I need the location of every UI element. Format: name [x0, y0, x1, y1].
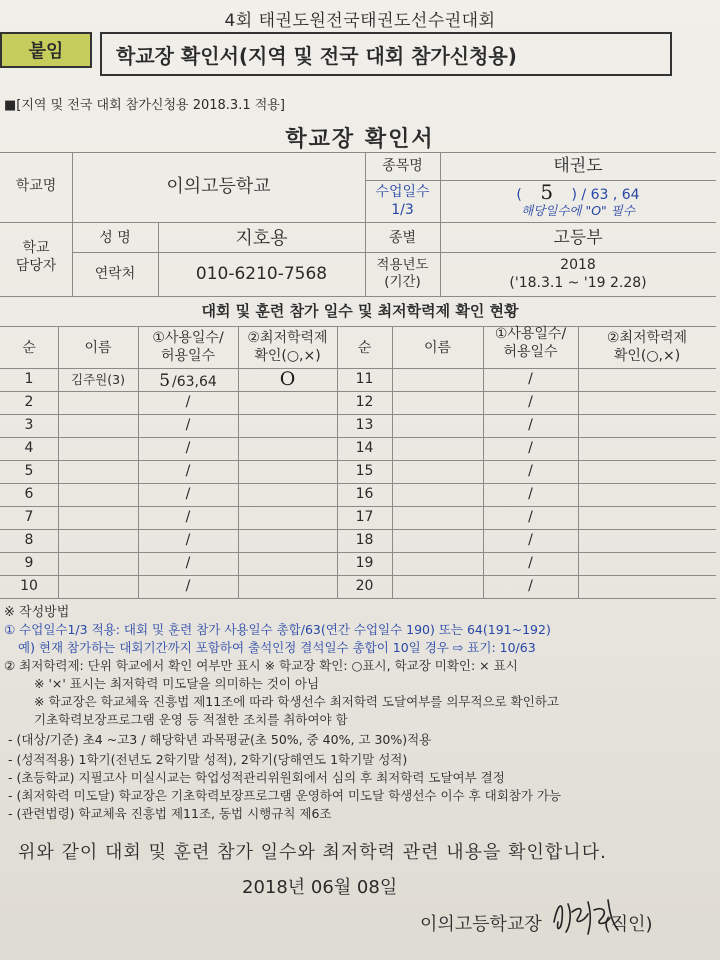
class-days-handwritten: 5 — [540, 180, 554, 204]
row-days — [138, 394, 238, 412]
division-value: 고등부 — [553, 228, 603, 248]
row-days: / — [528, 486, 533, 502]
row-days: / — [528, 463, 533, 479]
row-days-allowed: /63,64 — [172, 374, 217, 390]
row-no: 16 — [355, 486, 374, 502]
row-divider — [0, 552, 716, 553]
row-no: 6 — [24, 486, 34, 502]
seal-note: (직인) — [603, 914, 653, 935]
row-no: 7 — [24, 509, 34, 525]
row-no: 18 — [355, 532, 374, 548]
event-title: 4회 태권도원전국태권도선수권대회 — [224, 11, 496, 31]
row-days: / — [528, 532, 533, 548]
principal-name: 이의고등학교장 — [420, 914, 542, 935]
row-no: 3 — [24, 417, 34, 433]
header-no-left: 순 — [22, 340, 36, 356]
instruction-line: 예) 현재 참가하는 대회기간까지 포함하여 출석인정 결석일수 총합이 10일 경우 ⇨ 표기: 10/63 — [18, 640, 536, 655]
class-days-label: 수업일수 1/3 — [375, 184, 430, 218]
name-label: 성 명 — [99, 230, 131, 246]
instruction-line: - (관련법령) 학교체육 진흥법 제11조, 동법 시행규칙 제6조 — [8, 806, 332, 821]
row-days — [138, 463, 238, 481]
row-divider — [0, 483, 716, 484]
row-days-allowed: / — [185, 417, 191, 433]
row-no: 19 — [355, 555, 374, 571]
header-check-right: ②최저학력제 확인(○,×) — [606, 330, 688, 364]
school-name-label: 학교명 — [15, 178, 57, 194]
row-no: 17 — [355, 509, 374, 525]
row-name: 김주원(3) — [71, 372, 125, 387]
sport-label: 종목명 — [382, 158, 423, 174]
instruction-line: - (대상/기준) 초4 ~고3 / 해당학년 과목평균(초 50%, 중 40%, 고 30%)적용 — [8, 732, 432, 747]
row-no: 12 — [355, 394, 374, 410]
row-days-allowed: / — [185, 463, 191, 479]
instruction-line: ※ '×' 표시는 최저학력 미도달을 의미하는 것이 아님 — [34, 676, 320, 691]
row-no: 10 — [20, 578, 38, 594]
row-no: 20 — [355, 578, 374, 594]
instruction-line: ① 수업일수1/3 적용: 대회 및 훈련 참가 사용일수 총합/63(연간 수업일수 190) 또는 64(191~192) — [4, 622, 551, 637]
closing-statement: 위와 같이 대회 및 훈련 참가 일수와 최저학력 관련 내용을 확인합니다. — [18, 842, 607, 863]
row-no: 5 — [24, 463, 34, 479]
instruction-line: - (초등학교) 지필고사 미실시교는 학업성적관리위원회에서 심의 후 최저학력 도달여부 결정 — [8, 770, 505, 785]
row-no: 11 — [355, 371, 374, 387]
instruction-line: - (최저학력 미도달) 학교장은 기초학력보장프로그램 운영하여 미도달 학생선수 이수 후 대회참가 가능 — [8, 788, 562, 803]
row-days-allowed: / — [185, 394, 191, 410]
sport-value: 태권도 — [553, 156, 603, 176]
row-days-allowed: / — [185, 440, 191, 456]
class-days-note: 해당일수에 "O" 필수 — [521, 203, 635, 218]
row-divider — [0, 391, 716, 392]
row-no: 2 — [24, 394, 34, 410]
row-days-allowed: / — [185, 532, 191, 548]
form-title: 학교장 확인서 — [285, 127, 435, 152]
applicability-note: ■[지역 및 전국 대회 참가신청용 2018.3.1 적용] — [4, 98, 285, 113]
document-title: 학교장 확인서(지역 및 전국 대회 참가신청용) — [100, 32, 672, 76]
year-value: 2018 ('18.3.1 ~ '19 2.28) — [509, 257, 647, 291]
row-divider — [0, 506, 716, 507]
attachment-label: 붙임 — [0, 32, 92, 68]
row-days-allowed: / — [185, 555, 191, 571]
row-days: / — [528, 371, 533, 387]
row-divider — [0, 529, 716, 530]
row-check: O — [279, 368, 296, 390]
row-days — [138, 555, 238, 573]
year-label: 적용년도 (기간) — [376, 257, 429, 290]
row-days: / — [528, 578, 533, 594]
row-no: 4 — [24, 440, 34, 456]
row-days: / — [528, 440, 533, 456]
division-label: 종별 — [388, 230, 417, 246]
row-days — [138, 532, 238, 550]
row-no: 15 — [355, 463, 374, 479]
class-days-value: ( 5 ) / 63 , 64 — [516, 180, 640, 204]
header-days-left: ①사용일수/ 허용일수 — [152, 330, 224, 364]
row-days: / — [528, 555, 533, 571]
instructions-heading: ※ 작성방법 — [4, 605, 70, 620]
contact-value: 010-6210-7568 — [195, 264, 328, 284]
contact-label: 연락처 — [94, 266, 136, 282]
row-days-handwritten: 5 — [159, 371, 171, 391]
row-divider — [0, 460, 716, 461]
row-days-allowed: / — [185, 578, 191, 594]
row-no: 1 — [24, 371, 34, 387]
school-name-value: 이의고등학교 — [166, 176, 271, 197]
status-table-title: 대회 및 훈련 참가 일수 및 최저학력제 확인 현황 — [201, 302, 519, 320]
row-divider — [0, 414, 716, 415]
header-no-right: 순 — [357, 340, 372, 356]
row-days — [138, 578, 238, 596]
name-value: 지호용 — [235, 228, 288, 249]
row-days: / — [528, 509, 533, 525]
row-days: / — [528, 417, 533, 433]
instruction-line: ② 최저학력제: 단위 학교에서 확인 여부만 표시 ※ 학교장 확인: ○표시, 학교장 미확인: × 표시 — [4, 658, 518, 673]
issue-date: 2018년 06월 08일 — [242, 877, 398, 898]
row-no: 13 — [355, 417, 374, 433]
row-days — [138, 486, 238, 504]
row-days — [138, 371, 238, 392]
header-name-right: 이름 — [423, 340, 452, 356]
row-days — [138, 440, 238, 458]
row-days-allowed: / — [185, 486, 191, 502]
row-days — [138, 417, 238, 435]
header-check-left: ②최저학력제 확인(○,×) — [247, 330, 328, 364]
principal-signature — [548, 892, 624, 938]
row-days-allowed: / — [185, 509, 191, 525]
manager-label: 학교 담당자 — [15, 240, 57, 274]
header-name-left: 이름 — [84, 340, 112, 356]
instruction-line: 기초학력보장프로그램 운영 등 적절한 조치를 취하여야 함 — [34, 712, 348, 727]
row-divider — [0, 437, 716, 438]
row-days: / — [528, 394, 533, 410]
row-no: 8 — [24, 532, 34, 548]
instruction-line: - (성적적용) 1학기(전년도 2학기말 성적), 2학기(당해연도 1학기말 성적) — [8, 752, 408, 767]
row-no: 9 — [24, 555, 34, 571]
instruction-line: ※ 학교장은 학교체육 진흥법 제11조에 따라 학생선수 최저학력 도달여부를 의무적으로 확인하고 — [34, 694, 559, 709]
row-no: 14 — [355, 440, 374, 456]
row-divider — [0, 575, 716, 576]
header-days-right: ①사용일수/ 허용일수 — [494, 326, 567, 360]
row-days — [138, 509, 238, 527]
